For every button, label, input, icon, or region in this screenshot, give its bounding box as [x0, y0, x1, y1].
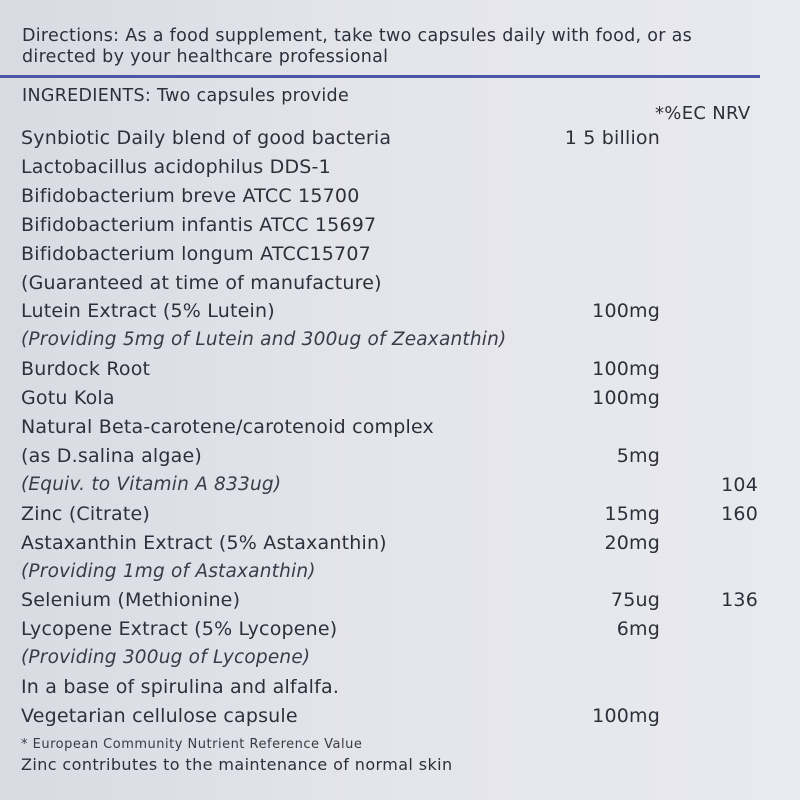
ingredient-name: (Equiv. to Vitamin A 833ug): [21, 473, 282, 495]
ingredient-amount: 100mg: [592, 387, 660, 410]
ingredient-amount: 100mg: [592, 358, 660, 381]
ingredient-row: [0, 240, 800, 268]
ingredient-amount: 75ug: [610, 589, 660, 612]
ingredient-amount: 20mg: [604, 531, 660, 554]
ingredient-row: [0, 355, 800, 383]
ingredient-name: Burdock Root: [21, 358, 151, 381]
ingredient-name: Synbiotic Daily blend of good bacteria: [21, 127, 392, 149]
nrv-column-heading: *%EC NRV: [655, 103, 751, 124]
ingredient-name: Vegetarian cellulose capsule: [21, 705, 298, 727]
ingredient-amount: 5mg: [616, 444, 660, 467]
ingredient-row: [0, 211, 800, 239]
ingredient-name: Selenium (Methionine): [21, 589, 241, 612]
ingredient-amount: 6mg: [616, 618, 660, 641]
directions-text: Directions: As a food supplement, take two capsules daily with food, or as directed by your healthcare professional: [22, 26, 693, 67]
ingredient-name: Lutein Extract (5% Lutein): [21, 300, 275, 323]
ingredient-name: Natural Beta-carotene/carotenoid complex: [21, 416, 434, 438]
ingredient-row: [0, 269, 800, 297]
ingredient-name: Bifidobacterium infantis ATCC 15697: [21, 213, 377, 236]
ingredient-nrv: 136: [721, 589, 758, 612]
ingredient-name: (Providing 300ug of Lycopene): [21, 647, 311, 669]
ingredient-row: [0, 471, 800, 499]
ingredient-name: In a base of spirulina and alfalfa.: [21, 676, 340, 699]
ingredient-nrv: 160: [721, 502, 758, 525]
ingredient-amount: 100mg: [592, 705, 660, 727]
ingredient-name: Bifidobacterium longum ATCC15707: [21, 242, 371, 265]
ingredient-name: (Providing 1mg of Astaxanthin): [21, 560, 316, 582]
ingredient-row: [0, 326, 800, 354]
ingredient-name: (Guaranteed at time of manufacture): [21, 271, 382, 294]
ingredient-row: [0, 153, 800, 181]
ingredient-name: (Providing 5mg of Lutein and 300ug of Zeaxanthin): [21, 329, 507, 351]
ingredient-row: [0, 586, 800, 614]
ingredient-name: Zinc (Citrate): [21, 502, 151, 525]
ingredient-name: (as D.salina algae): [21, 444, 203, 467]
ingredient-row: [0, 702, 800, 730]
ingredient-row: [0, 182, 800, 210]
nrv-footnote: * European Community Nutrient Reference Value: [21, 737, 363, 752]
ingredient-row: [0, 384, 800, 412]
divider-line: [0, 75, 760, 78]
ingredient-row: [0, 500, 800, 528]
ingredient-row: [0, 124, 800, 152]
ingredient-row: [0, 644, 800, 672]
ingredient-name: Gotu Kola: [21, 387, 115, 410]
ingredient-row: [0, 673, 800, 701]
ingredient-amount: 100mg: [592, 300, 660, 323]
ingredient-row: [0, 558, 800, 586]
ingredient-row: [0, 442, 800, 470]
ingredient-amount: 1 5 billion: [564, 127, 660, 149]
ingredient-name: Astaxanthin Extract (5% Astaxanthin): [21, 531, 387, 554]
ingredient-row: [0, 529, 800, 557]
ingredient-name: Lactobacillus acidophilus DDS-1: [21, 155, 331, 178]
ingredient-name: Bifidobacterium breve ATCC 15700: [21, 184, 360, 207]
ingredients-heading: INGREDIENTS: Two capsules provide: [22, 86, 350, 106]
ingredient-row: [0, 615, 800, 643]
ingredient-row: [0, 297, 800, 325]
ingredient-amount: 15mg: [604, 502, 660, 525]
ingredient-nrv: 104: [721, 473, 758, 496]
ingredient-name: Lycopene Extract (5% Lycopene): [21, 618, 338, 641]
ingredient-row: [0, 413, 800, 441]
health-claim: Zinc contributes to the maintenance of normal skin: [21, 755, 453, 774]
